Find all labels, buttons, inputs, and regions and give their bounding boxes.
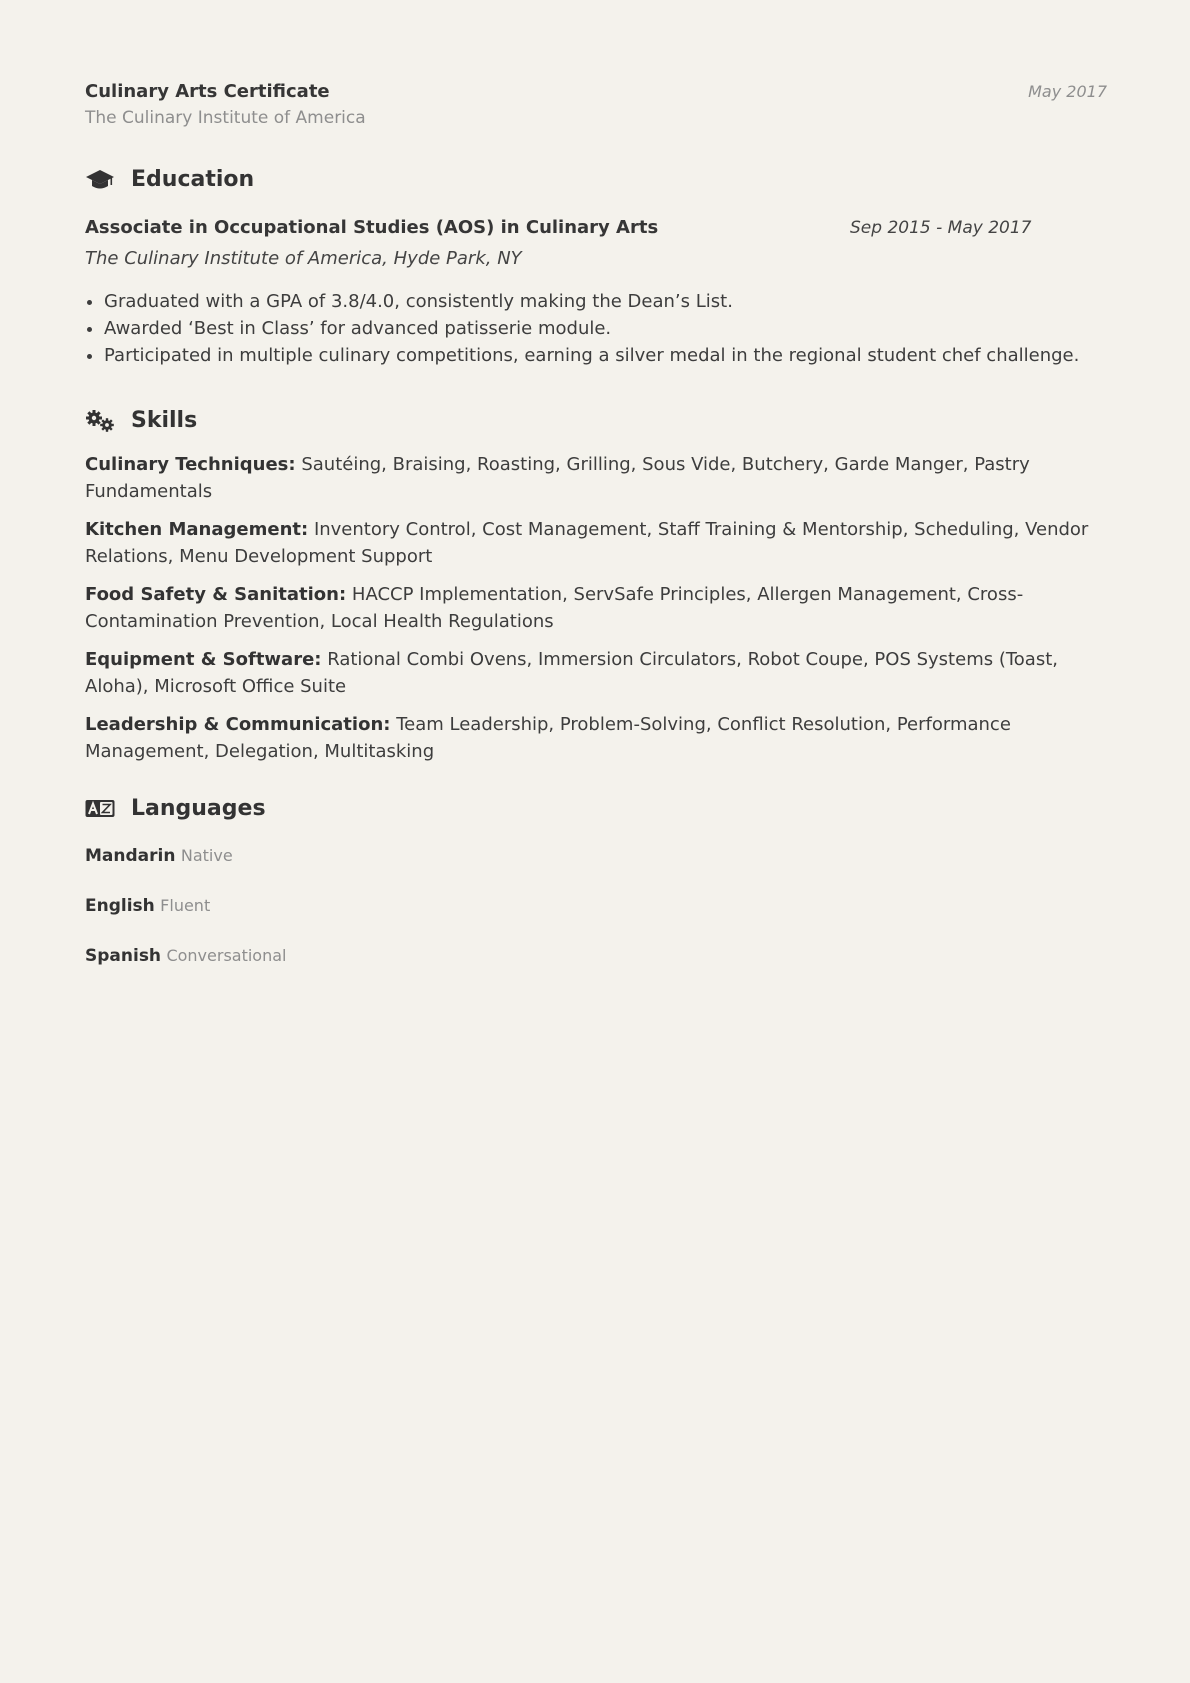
skill-category: Equipment & Software: [85,649,322,670]
language-name: Spanish [85,946,162,966]
education-heading-row [85,164,1107,196]
skill-category: Food Safety & Sanitation: [85,584,347,605]
list-item: Graduated with a GPA of 3.8/4.0, consistently making the Dean’s List. [85,288,1107,315]
language-row [85,943,1107,969]
language-level: Conversational [166,946,287,965]
skill-values: Team Leadership, Problem-Solving, Conflict Resolution, Performance Management, Delegation, Multitasking [85,714,1011,762]
skill-row [85,516,1107,570]
skill-values: HACCP Implementation, ServSafe Principles, Allergen Management, Cross-Contamination Prevention, Local Health Regulations [85,584,1024,632]
skill-row [85,451,1107,505]
skill-category: Culinary Techniques: [85,454,296,475]
skills-list [85,451,1107,765]
certificate-title: Culinary Arts Certificate [85,81,330,102]
skill-values: Sautéing, Braising, Roasting, Grilling, Sous Vide, Butchery, Garde Manger, Pastry Fundamentals [85,454,1030,502]
language-name: Mandarin [85,846,176,866]
education-heading: Education [131,167,255,192]
resume-page [85,78,1107,993]
skills-heading: Skills [131,408,198,433]
language-name: English [85,896,155,916]
skill-row [85,711,1107,765]
skills-heading-row [85,405,1107,437]
graduation-cap-icon [85,168,115,192]
certificate-organization: The Culinary Institute of America [85,108,366,128]
education-entry [85,214,1107,369]
language-row [85,843,1107,869]
education-highlights [85,288,1107,369]
language-icon [85,797,115,821]
language-level: Native [180,846,233,865]
languages-heading-row [85,793,1107,825]
languages-section [85,793,1107,969]
skills-section [85,405,1107,765]
languages-list [85,843,1107,969]
certificate-date: May 2017 [1028,82,1107,101]
gears-icon [85,409,115,433]
skill-row [85,581,1107,635]
language-row [85,893,1107,919]
skill-category: Leadership & Communication: [85,714,391,735]
languages-heading: Languages [131,796,266,821]
language-level: Fluent [160,896,211,915]
degree-dates: Sep 2015 - May 2017 [850,218,1032,238]
school-name: The Culinary Institute of America, Hyde Park, NY [85,248,522,269]
education-section [85,164,1107,369]
list-item: Awarded ‘Best in Class’ for advanced patisserie module. [85,315,1107,342]
degree-title: Associate in Occupational Studies (AOS) in Culinary Arts [85,217,659,238]
skill-category: Kitchen Management: [85,519,309,540]
skill-values: Rational Combi Ovens, Immersion Circulators, Robot Coupe, POS Systems (Toast, Aloha), Microsoft Office Suite [85,649,1058,697]
skill-row [85,646,1107,700]
skill-values: Inventory Control, Cost Management, Staff Training & Mentorship, Scheduling, Vendor Relations, Menu Development Support [85,519,1089,567]
certificate-entry [85,78,1107,134]
list-item: Participated in multiple culinary competitions, earning a silver medal in the regional student chef challenge. [85,342,1107,369]
